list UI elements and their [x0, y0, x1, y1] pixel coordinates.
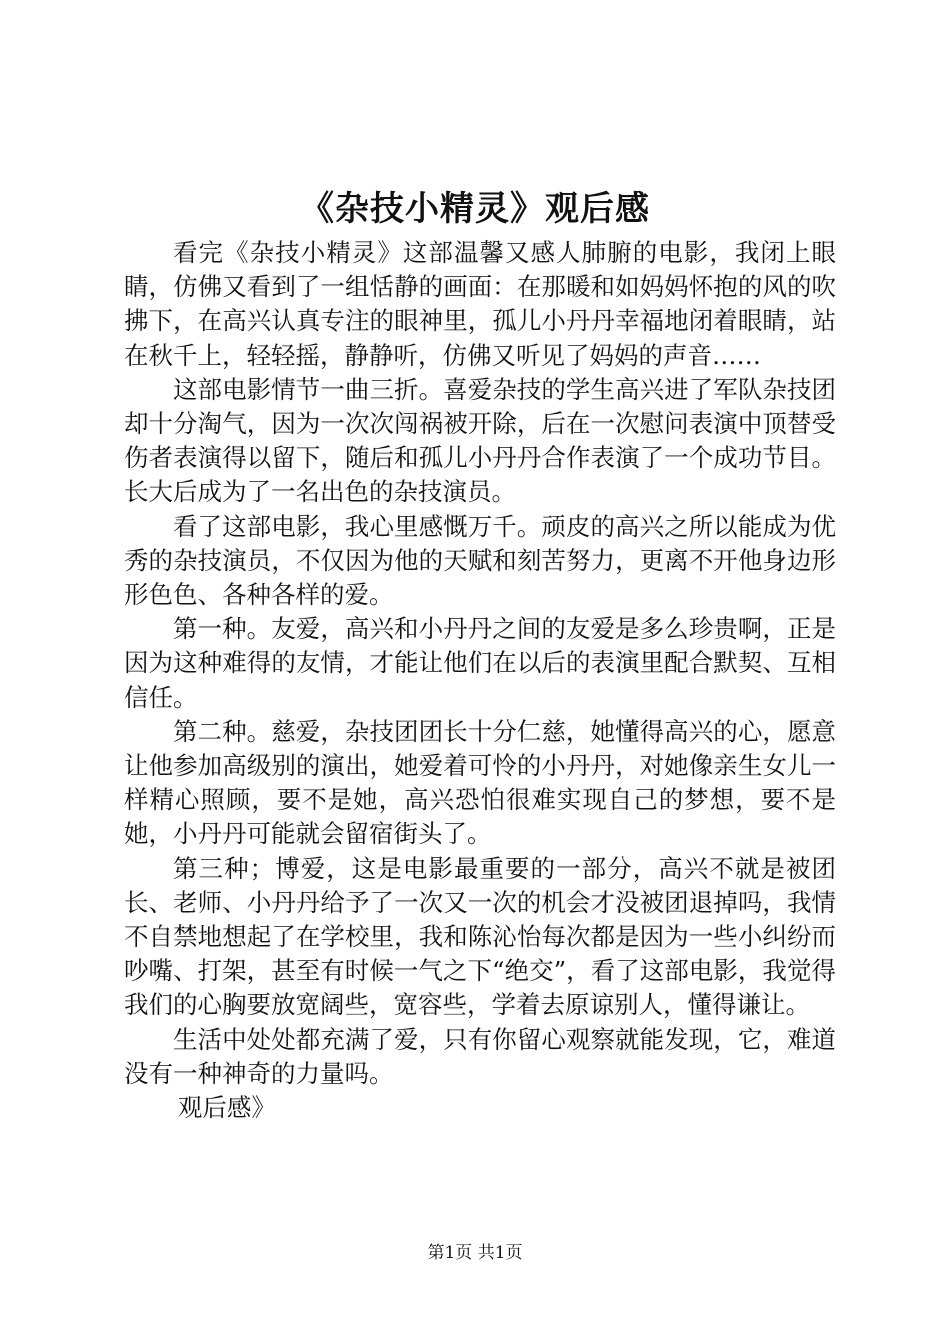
paragraph: 看了这部电影，我心里感慨万千。顽皮的高兴之所以能成为优秀的杂技演员，不仅因为他的天赋和刻苦努力，更离不开他身边形形色色、各种各样的爱。	[124, 511, 836, 610]
document-body	[124, 236, 836, 1125]
closing-line: 观后感》	[177, 1093, 276, 1123]
page-footer: 第1页 共1页	[427, 1243, 523, 1263]
paragraph: 第三种；博爱，这是电影最重要的一部分，高兴不就是被团长、老师、小丹丹给予了一次又一次的机会才没被团退掉吗，我情不自禁地想起了在学校里，我和陈沁怡每次都是因为一些小纠纷而吵嘴、打架，甚至有时候一气之下“绝交”，看了这部电影，我觉得我们的心胸要放宽阔些，宽容些，学着去原谅别人，懂得谦让。	[124, 853, 836, 1020]
document-title: 《杂技小精灵》观后感	[300, 189, 650, 229]
paragraph: 第二种。慈爱，杂技团团长十分仁慈，她懂得高兴的心，愿意让他参加高级别的演出，她爱着可怜的小丹丹，对她像亲生女儿一样精心照顾，要不是她，高兴恐怕很难实现自己的梦想，要不是她，小丹丹可能就会留宿街头了。	[124, 716, 836, 849]
paragraph: 第一种。友爱，高兴和小丹丹之间的友爱是多么珍贵啊，正是因为这种难得的友情，才能让他们在以后的表演里配合默契、互相信任。	[124, 614, 836, 712]
paragraph: 看完《杂技小精灵》这部温馨又感人肺腑的电影，我闭上眼睛，仿佛又看到了一组恬静的画面：在那暖和如妈妈怀抱的风的吹拂下，在高兴认真专注的眼神里，孤儿小丹丹幸福地闭着眼睛，站在秋千上，轻轻摇，静静听，仿佛又听见了妈妈的声音……	[124, 238, 836, 370]
paragraph: 这部电影情节一曲三折。喜爱杂技的学生高兴进了军队杂技团却十分淘气，因为一次次闯祸被开除，后在一次慰问表演中顶替受伤者表演得以留下，随后和孤儿小丹丹合作表演了一个成功节目。长大后成为了一名出色的杂技演员。	[124, 374, 836, 507]
paragraph: 生活中处处都充满了爱，只有你留心观察就能发现，它，难道没有一种神奇的力量吗。	[124, 1024, 836, 1088]
